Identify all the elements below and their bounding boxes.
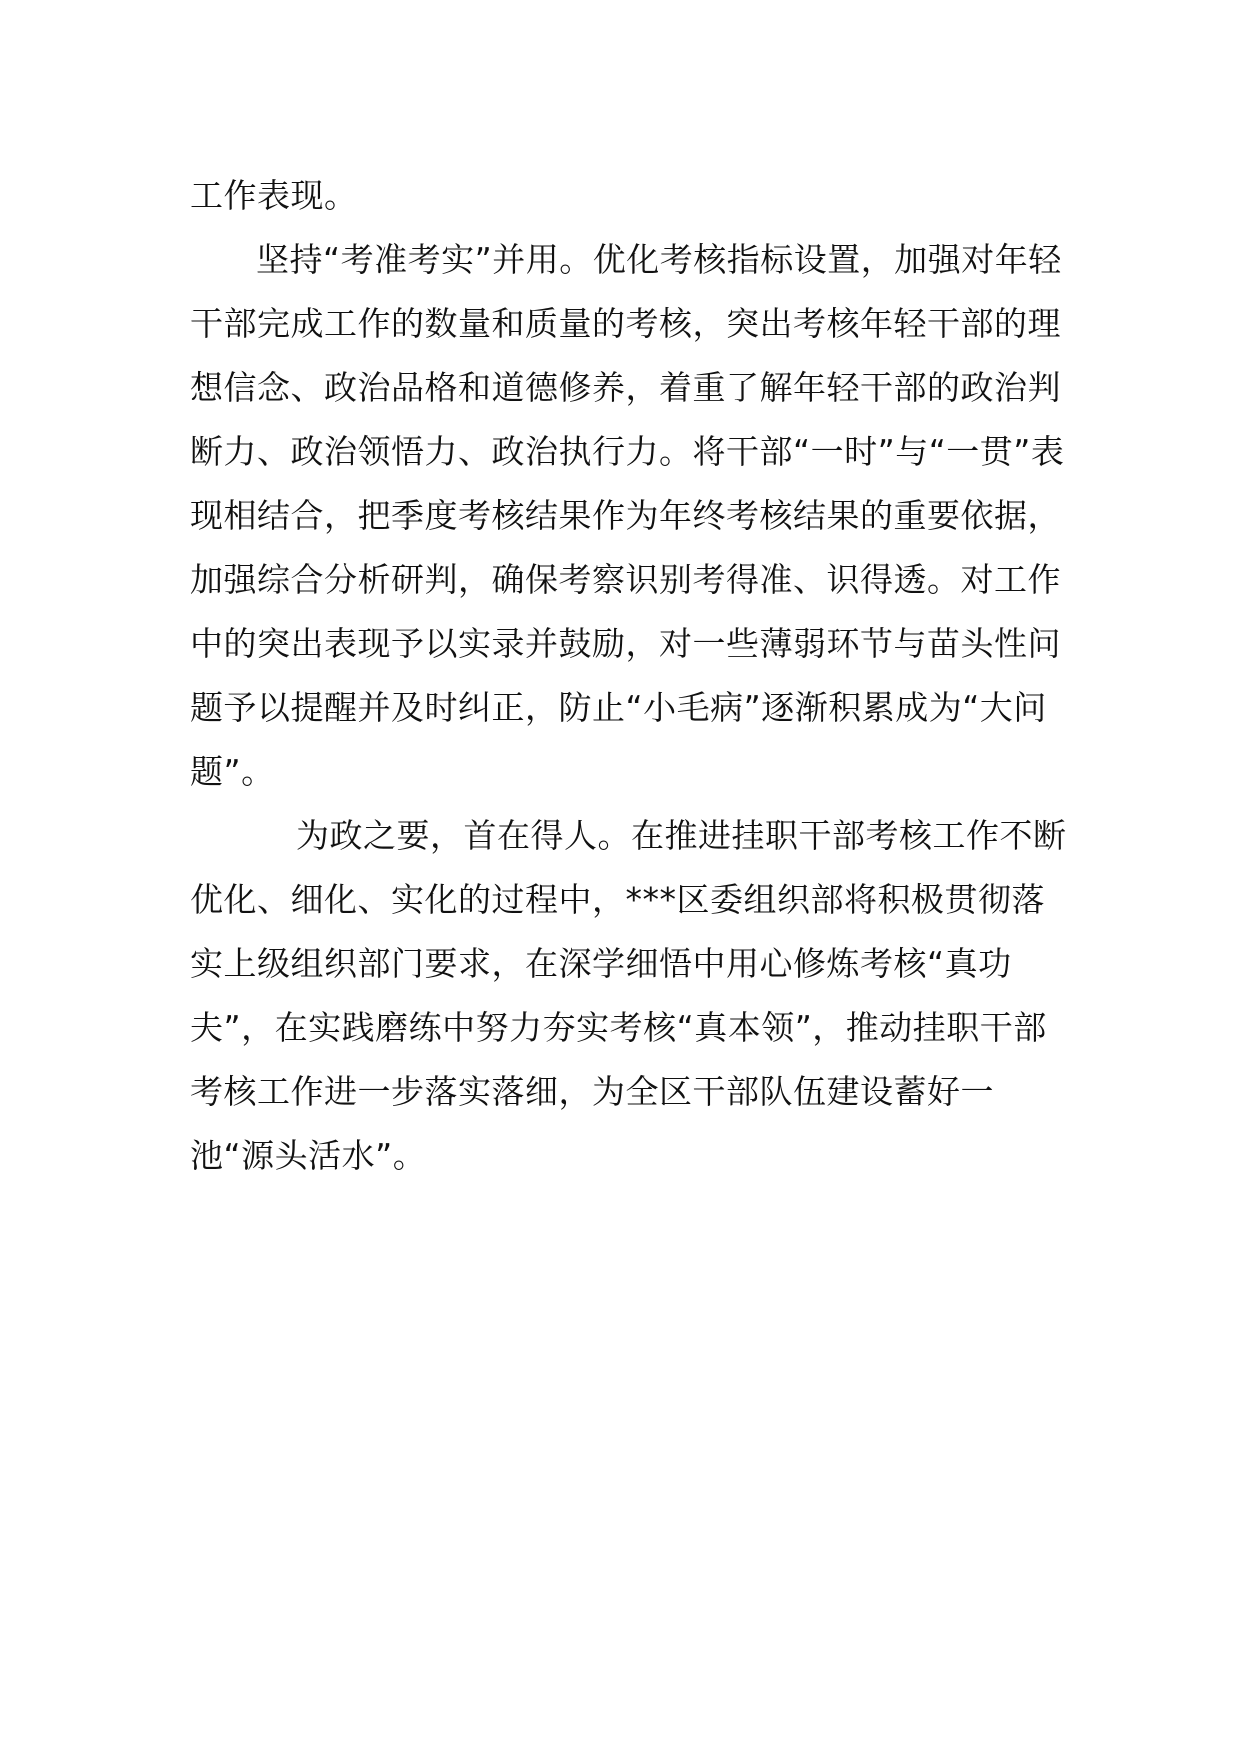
- paragraph-conclusion: 为政之要，首在得人。在推进挂职干部考核工作不断优化、细化、实化的过程中，***区委组织部将积极贯彻落实上级组织部门要求，在深学细悟中用心修炼考核“真功夫”，在实践磨练中努力夯实考核“真本领”，推动挂职干部考核工作进一步落实落细，为全区干部队伍建设蓄好一池“源头活水”。: [190, 816, 1067, 1175]
- paragraph-continuation: 工作表现。: [190, 176, 358, 215]
- paragraph-assessment-accuracy: 坚持“考准考实”并用。优化考核指标设置，加强对年轻干部完成工作的数量和质量的考核，突出考核年轻干部的理想信念、政治品格和道德修养，着重了解年轻干部的政治判断力、政治领悟力、政治执行力。将干部“一时”与“一贯”表现相结合，把季度考核结果作为年终考核结果的重要依据，加强综合分析研判，确保考察识别考得准、识得透。对工作中的突出表现予以实录并鼓励，对一些薄弱环节与苗头性问题予以提醒并及时纠正，防止“小毛病”逐渐积累成为“大问题”。: [190, 240, 1065, 791]
- document-body: [190, 164, 1070, 1188]
